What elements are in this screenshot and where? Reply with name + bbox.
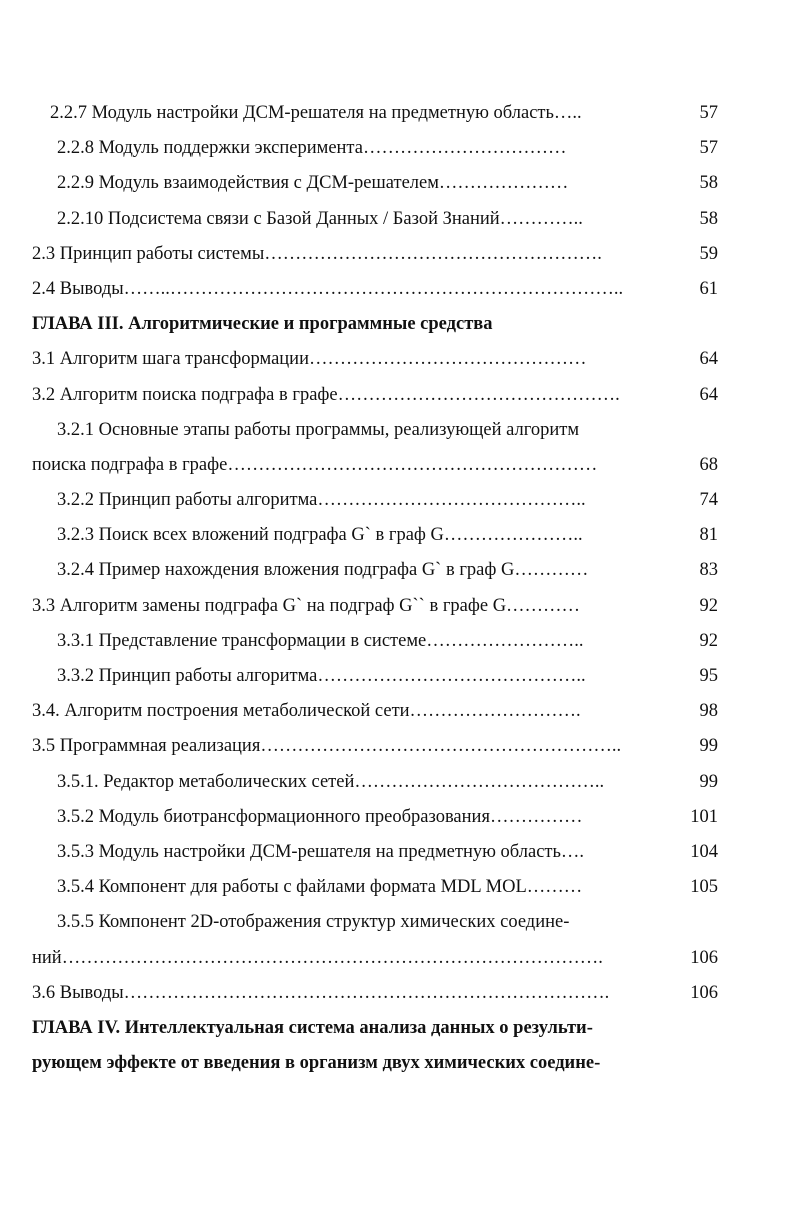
chapter-heading — [32, 1011, 722, 1046]
toc-entry-page: 64 — [699, 384, 718, 405]
toc-entry-text: 3.5 Программная реализация………………………………………………….. — [32, 736, 622, 757]
toc-entry — [32, 272, 722, 307]
toc-entry-page: 101 — [690, 806, 718, 827]
toc-entry-page: 105 — [690, 877, 718, 898]
toc-entry-page: 57 — [699, 103, 718, 123]
toc-entry — [32, 905, 722, 940]
chapter-heading-text: ГЛАВА III. Алгоритмические и программные средства — [32, 314, 493, 335]
toc-entry — [32, 96, 722, 131]
toc-entry-text: 3.6 Выводы……………………………………………………………………. — [32, 982, 610, 1003]
toc-entry-page: 104 — [690, 841, 718, 862]
toc-entry — [32, 342, 722, 377]
toc-entry-text: 3.2 Алгоритм поиска подграфа в графе………………………………………. — [32, 384, 620, 405]
toc-entry — [32, 659, 722, 694]
toc-entry-text: 3.3 Алгоритм замены подграфа G` на подграф G`` в графе G………… — [32, 595, 581, 616]
toc-entry — [32, 202, 722, 237]
toc-entry-page: 74 — [699, 490, 718, 511]
toc-entry-text: 3.3.2 Принцип работы алгоритма…………………………………….. — [57, 666, 586, 686]
toc-entry — [32, 166, 722, 201]
toc-entry — [32, 694, 722, 729]
toc-entry-page: 58 — [699, 208, 718, 229]
toc-entry — [32, 589, 722, 624]
toc-entry — [32, 765, 722, 800]
toc-entry — [32, 378, 722, 413]
toc-entry — [32, 624, 722, 659]
toc-entry-page: 64 — [699, 349, 718, 370]
toc-entry-text: поиска подграфа в графе…………………………………………………… — [32, 454, 598, 475]
toc-entry — [32, 870, 722, 905]
chapter-heading-text: ГЛАВА IV. Интеллектуальная система анализа данных о результи- — [32, 1017, 593, 1038]
toc-entry-text: 3.2.4 Пример нахождения вложения подграфа G` в граф G………… — [57, 560, 589, 581]
toc-entry-page: 92 — [699, 630, 718, 651]
toc-entry-text: 3.5.3 Модуль настройки ДСМ-решателя на предметную область…. — [57, 841, 585, 862]
toc-entry-text: 3.4. Алгоритм построения метаболической сети………………………. — [32, 701, 581, 722]
chapter-heading — [32, 1046, 722, 1081]
toc-entry — [32, 976, 722, 1011]
toc-entry-text: 3.2.3 Поиск всех вложений подграфа G` в граф G………………….. — [57, 525, 583, 546]
toc-entry-page: 68 — [699, 454, 718, 475]
toc-entry — [32, 835, 722, 870]
chapter-heading — [32, 307, 722, 342]
toc-entry — [32, 237, 722, 272]
toc-entry — [32, 483, 722, 518]
toc-entry-text: 2.2.9 Модуль взаимодействия с ДСМ-решателем………………… — [57, 173, 569, 194]
toc-entry-page: 57 — [699, 138, 718, 159]
toc-entry — [32, 553, 722, 588]
toc-entry-text: 3.1 Алгоритм шага трансформации……………………………………… — [32, 349, 587, 370]
toc-entry-text: 3.5.1. Редактор метаболических сетей………………………………….. — [57, 771, 605, 792]
toc-entry — [32, 448, 722, 483]
toc-entry-text: 2.4 Выводы……..……………………………………………………………….. — [32, 278, 624, 299]
toc-entry-text: 2.2.8 Модуль поддержки эксперимента…………………………… — [57, 138, 567, 159]
toc-entry-page: 106 — [690, 947, 718, 968]
table-of-contents — [32, 96, 722, 1081]
toc-entry — [32, 131, 722, 166]
toc-entry-text: 3.2.1 Основные этапы работы программы, реализующей алгоритм — [57, 419, 580, 440]
toc-entry-text: 2.2.7 Модуль настройки ДСМ-решателя на предметную область….. — [50, 103, 582, 123]
toc-entry-page: 106 — [690, 982, 718, 1003]
toc-entry — [32, 800, 722, 835]
chapter-heading-text: рующем эффекте от введения в организм двух химических соедине- — [32, 1053, 601, 1074]
toc-entry-text: 2.2.10 Подсистема связи с Базой Данных / Базой Знаний………….. — [57, 208, 583, 229]
toc-entry-text: 3.3.1 Представление трансформации в системе…………………….. — [57, 630, 584, 651]
toc-entry-page: 92 — [699, 595, 718, 616]
toc-entry-text: 3.5.5 Компонент 2D-отображения структур химических соедине- — [57, 912, 570, 933]
toc-entry-text: 2.3 Принцип работы системы………………………………………………. — [32, 243, 602, 264]
toc-entry-text: 3.2.2 Принцип работы алгоритма…………………………………….. — [57, 490, 586, 511]
toc-entry — [32, 413, 722, 448]
toc-entry-page: 99 — [699, 736, 718, 757]
toc-entry-page: 98 — [699, 701, 718, 722]
toc-entry — [32, 941, 722, 976]
toc-entry-page: 99 — [699, 771, 718, 792]
toc-entry-page: 59 — [699, 243, 718, 264]
toc-entry-page: 61 — [699, 278, 718, 299]
toc-entry-text: 3.5.4 Компонент для работы с файлами формата MDL MOL……… — [57, 877, 583, 898]
toc-entry-page: 95 — [699, 666, 718, 686]
toc-entry-text: ний……………………………………………………………………………. — [32, 947, 603, 968]
toc-entry-text: 3.5.2 Модуль биотрансформационного преобразования…………… — [57, 806, 583, 827]
toc-entry-page: 83 — [699, 560, 718, 581]
toc-entry — [32, 729, 722, 764]
toc-entry-page: 81 — [699, 525, 718, 546]
toc-entry — [32, 518, 722, 553]
toc-entry-page: 58 — [699, 173, 718, 194]
